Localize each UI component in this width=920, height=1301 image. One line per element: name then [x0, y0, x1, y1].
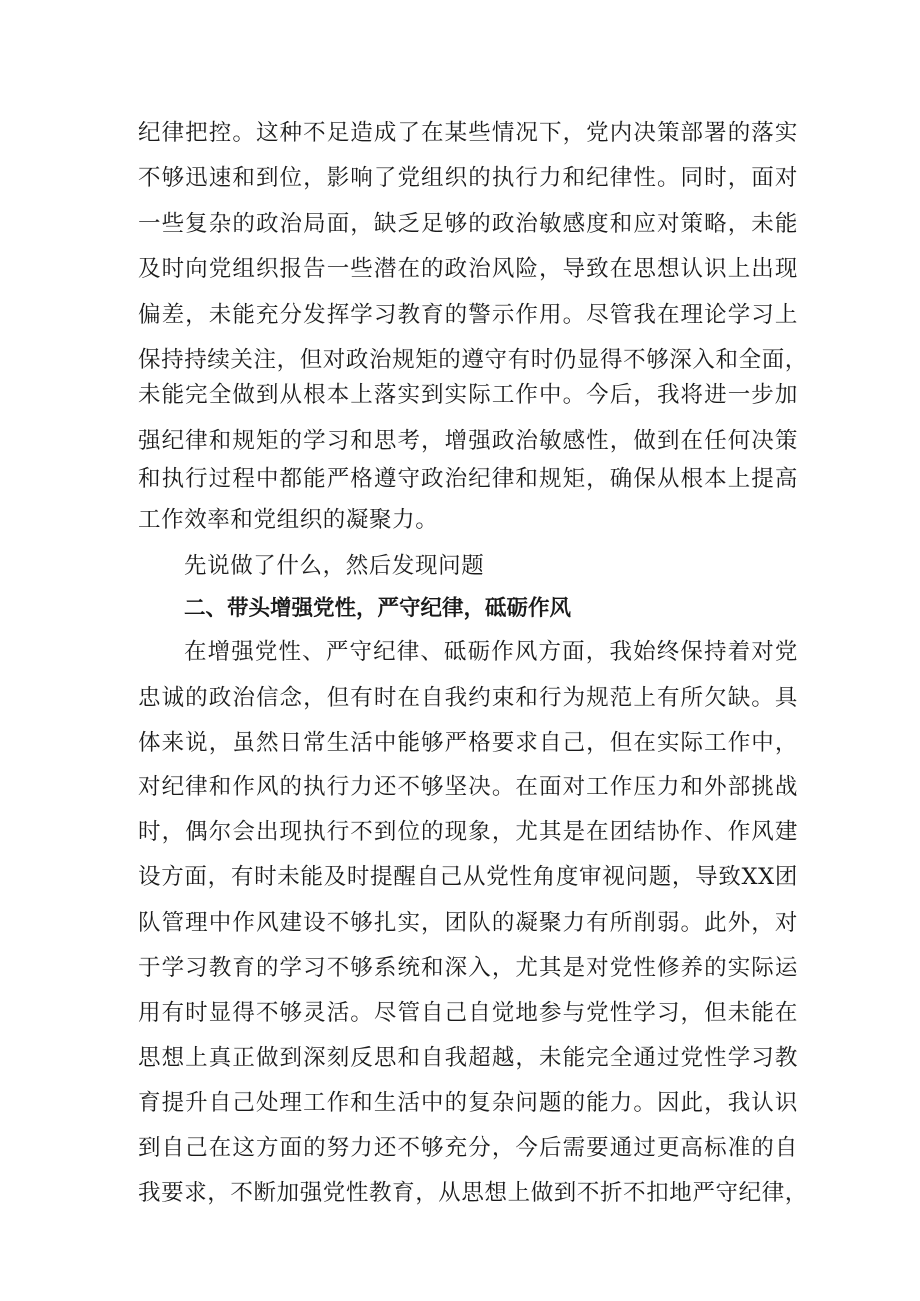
paragraph-first-line: 在增强党性、严守纪律、砥砺作风方面，我始终保持着对党	[184, 639, 798, 665]
section-heading: 二、带头增强党性，严守纪律，砥砺作风	[184, 596, 572, 621]
paragraph-line: 强纪律和规矩的学习和思考，增强政治敏感性，做到在任何决策	[138, 428, 798, 454]
paragraph-line: 未能完全做到从根本上落实到实际工作中。今后，我将进一步加	[138, 382, 798, 408]
paragraph-line: 用有时显得不够灵活。尽管自己自觉地参与党性学习，但未能在	[138, 1000, 798, 1026]
paragraph-line: 及时向党组织报告一些潜在的政治风险，导致在思想认识上出现	[138, 256, 798, 282]
paragraph-line: 一些复杂的政治局面，缺乏足够的政治敏感度和应对策略，未能	[138, 211, 798, 237]
paragraph-line: 纪律把控。这种不足造成了在某些情况下，党内决策部署的落实	[138, 120, 798, 146]
paragraph-line: 队管理中作风建设不够扎实，团队的凝聚力有所削弱。此外，对	[138, 910, 798, 936]
paragraph-line: 忠诚的政治信念，但有时在自我约束和行为规范上有所欠缺。具	[138, 685, 798, 711]
paragraph-line: 保持持续关注，但对政治规矩的遵守有时仍显得不够深入和全面，	[138, 347, 808, 373]
paragraph-line: 对纪律和作风的执行力还不够坚决。在面对工作压力和外部挑战	[138, 774, 798, 800]
note-line: 先说做了什么，然后发现问题	[184, 553, 485, 579]
paragraph-line: 和执行过程中都能严格遵守政治纪律和规矩，确保从根本上提高	[138, 466, 798, 492]
paragraph-line: 于学习教育的学习不够系统和深入，尤其是对党性修养的实际运	[138, 955, 798, 981]
paragraph-line: 设方面，有时未能及时提醒自己从党性角度审视问题，导致XX团	[138, 864, 798, 890]
paragraph-line: 思想上真正做到深刻反思和自我超越，未能完全通过党性学习教	[138, 1045, 798, 1071]
paragraph-last-line: 工作效率和党组织的凝聚力。	[138, 507, 439, 533]
paragraph-line: 育提升自己处理工作和生活中的复杂问题的能力。因此，我认识	[138, 1090, 798, 1116]
paragraph-line: 我要求，不断加强党性教育，从思想上做到不折不扣地严守纪律，	[138, 1180, 808, 1206]
paragraph-line: 不够迅速和到位，影响了党组织的执行力和纪律性。同时，面对	[138, 165, 798, 191]
paragraph-line: 偏差，未能充分发挥学习教育的警示作用。尽管我在理论学习上	[138, 302, 798, 328]
paragraph-line: 到自己在这方面的努力还不够充分，今后需要通过更高标准的自	[138, 1135, 798, 1161]
paragraph-line: 时，偶尔会出现执行不到位的现象，尤其是在团结协作、作风建	[138, 819, 798, 845]
paragraph-line: 体来说，虽然日常生活中能够严格要求自己，但在实际工作中，	[138, 730, 798, 756]
